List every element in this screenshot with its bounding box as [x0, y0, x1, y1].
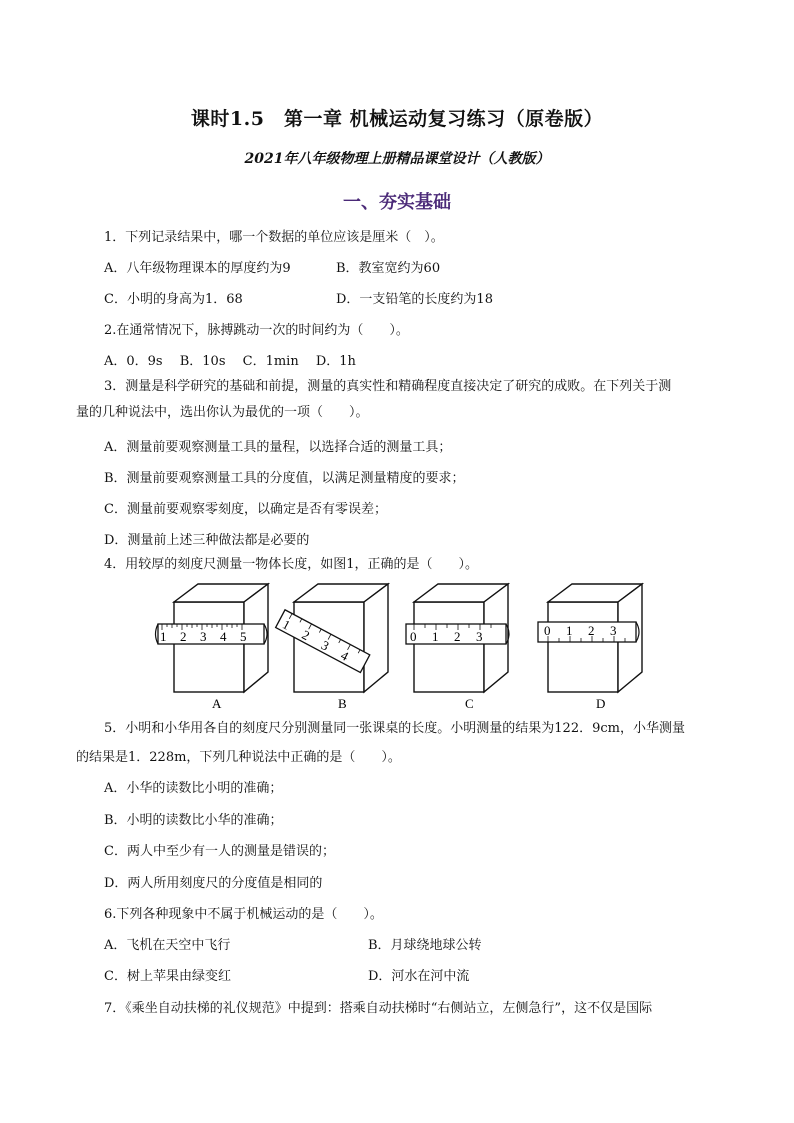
ruler-c-tick-label: 3 — [476, 629, 483, 644]
ruler-a-tick-label: 3 — [200, 629, 207, 644]
ruler-a — [156, 624, 268, 644]
ruler-c — [406, 624, 509, 644]
q5-stem-line2: 的结果是1．228m，下列几种说法中正确的是（ ）。 — [76, 750, 401, 765]
ruler-d-tick-label: 0 — [544, 623, 551, 638]
q1-option-a: A．八年级物理课本的厚度约为9 — [104, 261, 291, 276]
q6-stem: 6.下列各种现象中不属于机械运动的是（ ）。 — [104, 907, 383, 922]
ruler-d-tick-label: 1 — [566, 623, 573, 638]
ruler-a-tick-label: 4 — [220, 629, 227, 644]
q6-option-b: B．月球绕地球公转 — [368, 938, 482, 953]
ruler-a-tick-label: 2 — [180, 629, 187, 644]
figure-label-d: D — [596, 696, 606, 710]
ruler-d — [538, 622, 639, 642]
q1-option-c: C．小明的身高为1．68 — [104, 292, 243, 307]
q7-stem: 7．《乘坐自动扶梯的礼仪规范》中提到：搭乘自动扶梯时“右侧站立，左侧急行”，这不仅是国际 — [104, 1001, 653, 1016]
ruler-b-tick-label: 3 — [318, 637, 332, 654]
q2-stem: 2.在通常情况下，脉搏跳动一次的时间约为（ ）。 — [104, 323, 409, 338]
figure-label-a: A — [212, 696, 222, 710]
q1-option-d: D．一支铅笔的长度约为18 — [336, 292, 493, 307]
figure-label-b: B — [338, 696, 347, 710]
ruler-b-tick-label: 2 — [299, 626, 313, 644]
q3-stem-line2: 量的几种说法中，选出你认为最优的一项（ ）。 — [76, 405, 369, 420]
q6-option-c: C．树上苹果由绿变红 — [104, 969, 231, 984]
ruler-b-tick-label: 1 — [280, 616, 293, 633]
q1-stem: 1．下列记录结果中，哪一个数据的单位应该是厘米（ ）。 — [104, 230, 444, 245]
ruler-c-tick-label: 1 — [432, 629, 439, 644]
figure-label-c: C — [465, 696, 474, 710]
q3-option-b: B．测量前要观察测量工具的分度值，以满足测量精度的要求； — [104, 471, 465, 486]
page-title: 课时1.5 第一章 机械运动复习练习（原卷版） — [190, 108, 604, 130]
q1-option-b: B．教室宽约为60 — [336, 261, 441, 276]
ruler-c-tick-label: 0 — [410, 629, 417, 644]
ruler-c-tick-label: 2 — [454, 629, 461, 644]
q6-option-d: D．河水在河中流 — [368, 969, 470, 984]
q5-option-a: A．小华的读数比小明的准确； — [104, 781, 283, 796]
ruler-b-tick-label: 4 — [338, 647, 352, 664]
q3-option-c: C．测量前要观察零刻度，以确定是否有零误差； — [104, 502, 387, 517]
ruler-a-tick-label: 5 — [240, 629, 247, 644]
q2-options: A．0．9s B．10s C．1min D．1h — [104, 354, 356, 369]
q3-option-d: D．测量前上述三种做法都是必要的 — [104, 533, 310, 548]
q4-stem: 4．用较厚的刻度尺测量一物体长度，如图1，正确的是（ ）。 — [104, 557, 479, 572]
q5-option-c: C．两人中至少有一人的测量是错误的； — [104, 844, 335, 859]
q5-stem-line1: 5．小明和小华用各自的刻度尺分别测量同一张课桌的长度。小明测量的结果为122．9cm，小华测量 — [104, 721, 685, 736]
q3-option-a: A．测量前要观察测量工具的量程，以选择合适的测量工具； — [104, 440, 452, 455]
q5-option-d: D．两人所用刻度尺的分度值是相同的 — [104, 876, 323, 891]
ruler-d-tick-label: 3 — [610, 623, 617, 638]
ruler-d-tick-label: 2 — [588, 623, 595, 638]
ruler-a-tick-label: 1 — [160, 629, 167, 644]
page-subtitle: 2021年八年级物理上册精品课堂设计（人教版） — [244, 151, 550, 167]
section-heading: 一、夯实基础 — [343, 192, 451, 213]
q5-option-b: B．小明的读数比小华的准确； — [104, 813, 283, 828]
q6-option-a: A．飞机在天空中飞行 — [104, 938, 231, 953]
ruler-figure — [150, 580, 650, 710]
q3-stem-line1: 3．测量是科学研究的基础和前提，测量的真实性和精确程度直接决定了研究的成败。在下列关于测 — [104, 379, 672, 394]
